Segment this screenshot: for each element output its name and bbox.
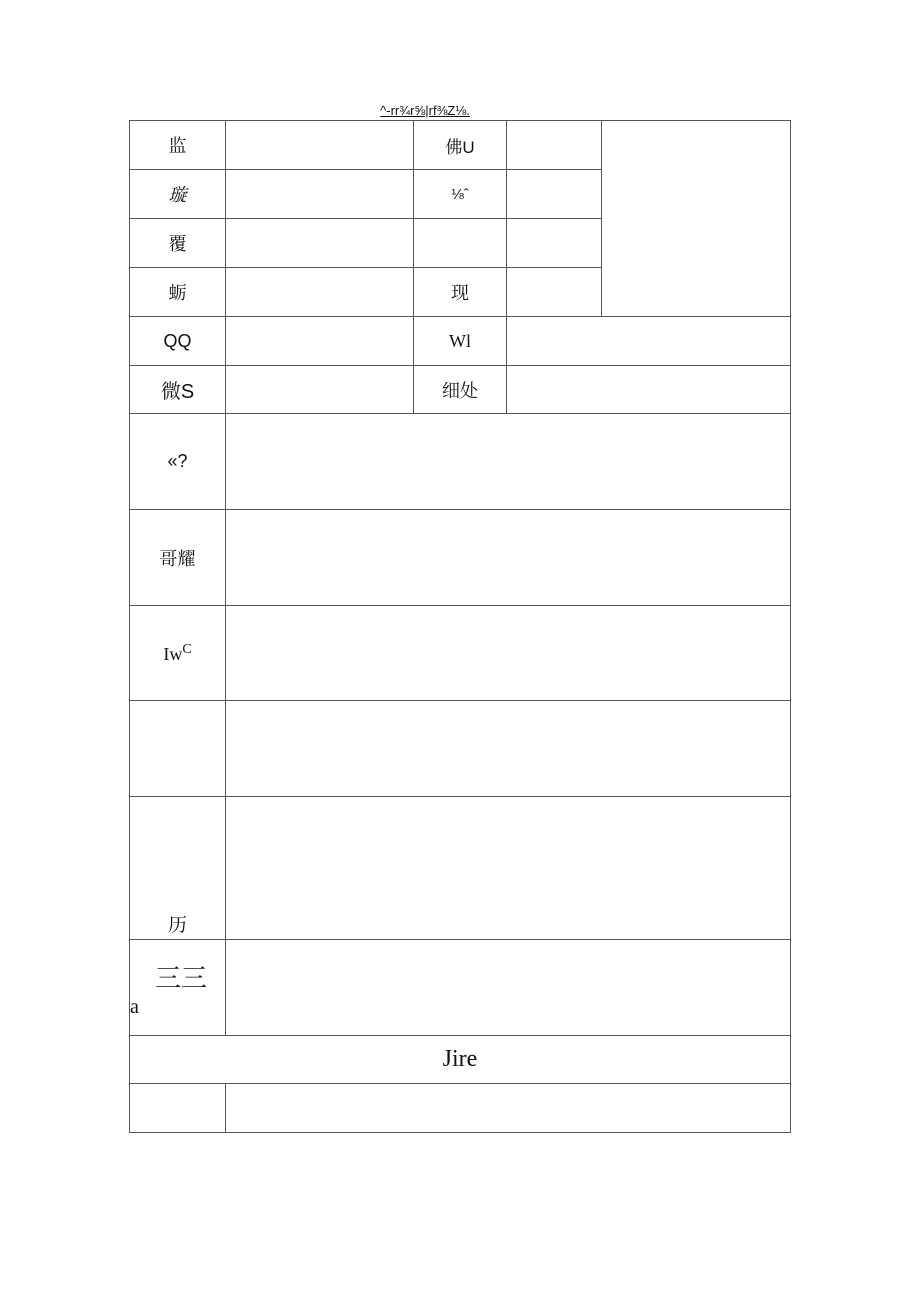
field-value-cell[interactable] xyxy=(226,121,414,170)
field-value-cell[interactable] xyxy=(226,317,414,366)
field-value-cell[interactable] xyxy=(226,606,791,701)
field-value-cell[interactable] xyxy=(507,366,791,414)
form-row xyxy=(130,701,791,797)
field-label: «? xyxy=(130,414,226,510)
field-value-cell[interactable] xyxy=(226,797,791,940)
field-value-cell[interactable] xyxy=(507,317,791,366)
form-row xyxy=(130,121,791,170)
field-label xyxy=(414,219,507,268)
field-label: 哥耀 xyxy=(130,510,226,606)
field-value-cell[interactable] xyxy=(507,121,602,170)
form-row xyxy=(130,510,791,606)
field-value-cell[interactable] xyxy=(226,510,791,606)
field-value-cell[interactable] xyxy=(226,940,791,1036)
form-title: ^-rr¾r⅝|rf⅜Z⅛. xyxy=(380,103,470,118)
field-value-cell[interactable] xyxy=(507,268,602,317)
field-label: $Iw^C$ xyxy=(130,606,226,701)
form-row xyxy=(130,1084,791,1133)
field-value-cell[interactable] xyxy=(226,1084,791,1133)
photo-cell[interactable] xyxy=(602,121,791,317)
field-label: 佛U xyxy=(414,121,507,170)
registration-form-table xyxy=(129,120,791,1133)
form-row xyxy=(130,606,791,701)
form-row xyxy=(130,366,791,414)
field-value-cell[interactable] xyxy=(226,268,414,317)
field-label: 蛎 xyxy=(130,268,226,317)
section-header: Jire xyxy=(130,1036,791,1084)
field-label: 细处 xyxy=(414,366,507,414)
field-value-cell[interactable] xyxy=(507,170,602,219)
field-label: 覆 xyxy=(130,219,226,268)
field-value-cell[interactable] xyxy=(226,170,414,219)
field-label: ⅛ˆ xyxy=(414,170,507,219)
field-value-cell[interactable] xyxy=(507,219,602,268)
field-label: 三三 a xyxy=(130,940,226,1036)
field-value-cell[interactable] xyxy=(226,701,791,797)
field-label: 微S xyxy=(130,366,226,414)
field-value-cell[interactable] xyxy=(226,219,414,268)
field-label: Wl xyxy=(414,317,507,366)
form-row xyxy=(130,414,791,510)
field-label: 璇 xyxy=(130,170,226,219)
field-label: 监 xyxy=(130,121,226,170)
section-header-row xyxy=(130,1036,791,1084)
field-label: 历 xyxy=(130,797,226,940)
form-row xyxy=(130,797,791,940)
field-label: 现 xyxy=(414,268,507,317)
form-row xyxy=(130,317,791,366)
field-value-cell[interactable] xyxy=(226,414,791,510)
field-value-cell[interactable] xyxy=(226,366,414,414)
form-row xyxy=(130,940,791,1036)
field-label xyxy=(130,701,226,797)
field-label: QQ xyxy=(130,317,226,366)
field-label xyxy=(130,1084,226,1133)
